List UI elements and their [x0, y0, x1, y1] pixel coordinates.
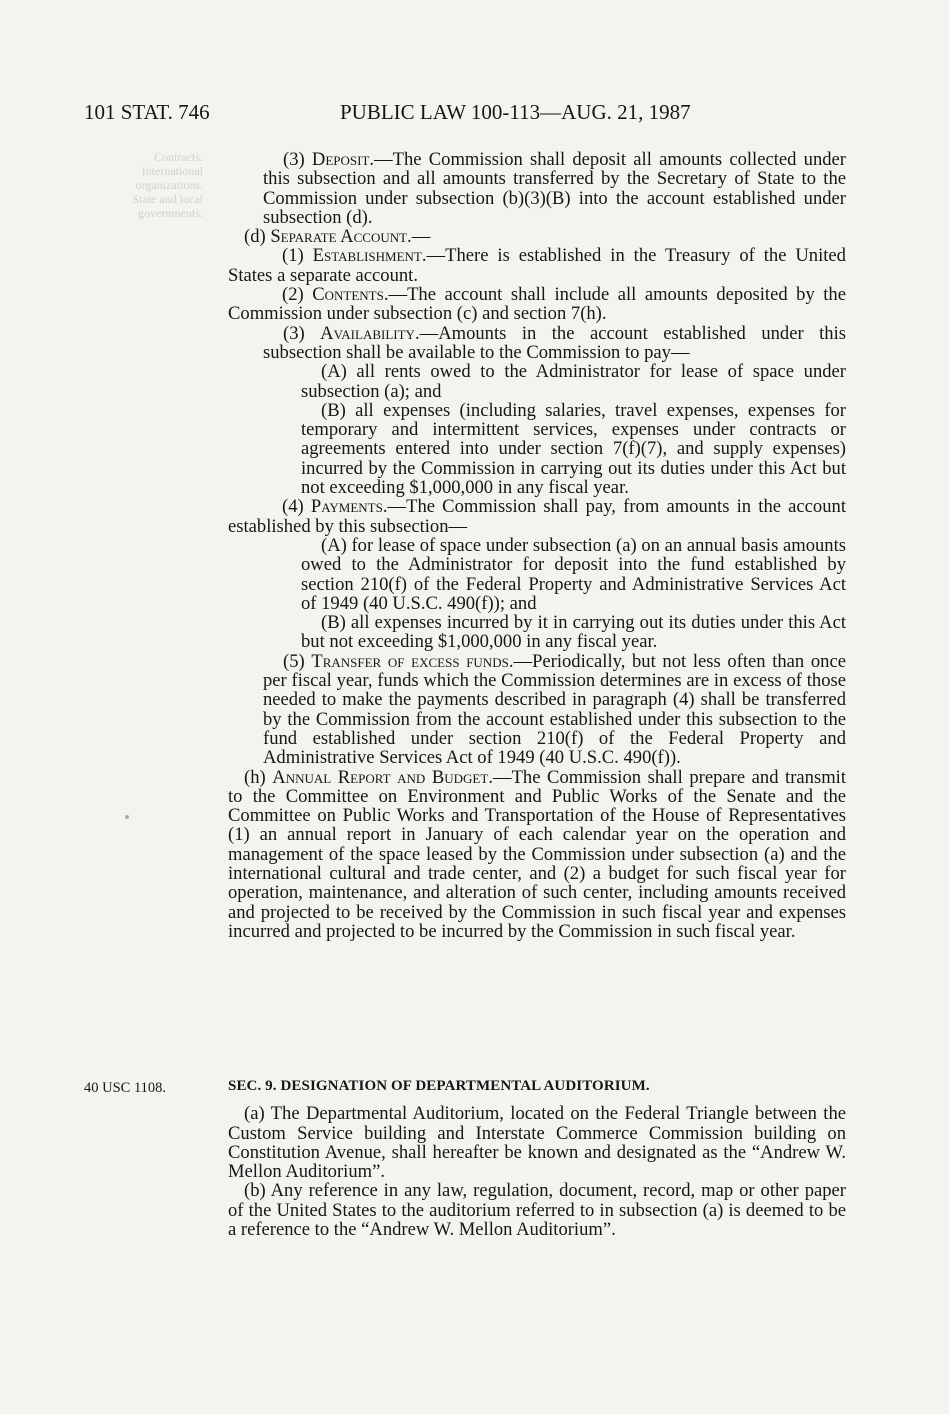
public-law-title: PUBLIC LAW 100-113—AUG. 21, 1987 [340, 100, 691, 124]
section-heading: SEC. 9. DESIGNATION OF DEPARTMENTAL AUDITORIUM. [228, 1078, 650, 1094]
subsection-annual-report: (h) Annual Report and Budget.—The Commission shall prepare and transmit to the Committee on Environment and Public Works of the Senate and the Committee on Public Works and Transportation of the House of Representatives (1) an annual report in January of each calendar year on the operation and management of the space leased by the Commission under subsection (a) and the international cultural and trade center, and (2) a budget for such fiscal year for operation, maintenance, and alteration of such center, including amounts received and projected to be received by the Commission in such fiscal year and expenses incurred and projected to be incurred by the Commission in such fiscal year. [228, 766, 846, 942]
statute-body-part1 [228, 150, 846, 941]
paragraph-heading: Contents. [312, 284, 389, 306]
subsection-heading: Separate Account. [270, 226, 412, 248]
subparagraph-rents: (A) all rents owed to the Administrator for lease of space under subsection (a); and [301, 361, 846, 402]
bleed-through-line: governments. [138, 206, 203, 220]
paragraph-transfer: (5) Transfer of excess funds.—Periodically, but not less often than once per fiscal year, funds which the Commission determines are in excess of those needed to make the payments described in paragraph (4) shall be transferred by the Commission from the account established under this subsection to the fund established under section 210(f) of the Federal Property and Administrative Services Act of 1949 (40 U.S.C. 490(f)). [263, 650, 846, 769]
paragraph-heading: Availability. [320, 322, 420, 344]
bleed-through-margin-notes [85, 150, 203, 220]
subparagraph-expenses: (B) all expenses (including salaries, travel expenses, expenses for temporary and intermittent services, expenses under contracts or agreements entered into under section 7(f)(7), and supply expenses) incurred by the Commission in carrying out its duties under this Act but not exceeding $1,000,000 in any fiscal year. [301, 399, 846, 499]
bleed-through-line: State and local [132, 192, 203, 206]
subparagraph-duties: (B) all expenses incurred by it in carrying out its duties under this Act but not exceeding $1,000,000 in any fiscal year. [301, 612, 846, 653]
paragraph-heading: Payments. [310, 496, 388, 518]
paragraph-establishment: (1) Establishment.—There is established in the Treasury of the United States a separate account. [228, 245, 846, 286]
bleed-through-line: International [141, 164, 203, 178]
scan-speck [125, 815, 129, 819]
paragraph-heading: Transfer of excess funds. [311, 650, 514, 672]
paragraph-availability: (3) Availability.—Amounts in the account established under this subsection shall be available to the Commission to pay— [263, 322, 846, 363]
margin-citation: 40 USC 1108. [84, 1080, 167, 1096]
paragraph-contents: (2) Contents.—The account shall include all amounts deposited by the Commission under subsection (c) and section 7(h). [228, 284, 846, 325]
subsection-separate-account: (d) Separate Account.— [244, 226, 431, 248]
subparagraph-lease: (A) for lease of space under subsection (a) on an annual basis amounts owed to the Administrator for deposit into the fund established by section 210(f) of the Federal Property and Administrative Services Act of 1949 (40 U.S.C. 490(f)); and [301, 534, 846, 614]
paragraph-heading: Establishment. [312, 245, 427, 267]
bleed-through-line: Contracts. [154, 150, 203, 164]
stat-reference: 101 STAT. 746 [84, 100, 210, 124]
subsection-heading: Annual Report and Budget. [272, 766, 493, 788]
section-9-subsection-b: (b) Any reference in any law, regulation, document, record, map or other paper of the United States to the auditorium referred to in subsection (a) is deemed to be a reference to the “Andrew W. Mellon Auditorium”. [228, 1180, 846, 1241]
section-9-subsection-a: (a) The Departmental Auditorium, located on the Federal Triangle between the Custom Service building and Interstate Commerce Commission building on Constitution Avenue, shall hereafter be known and designated as the “Andrew W. Mellon Auditorium”. [228, 1103, 846, 1183]
bleed-through-line: organizations. [135, 178, 203, 192]
paragraph-payments: (4) Payments.—The Commission shall pay, from amounts in the account established by this subsection— [228, 496, 846, 537]
page-header [84, 100, 864, 130]
paragraph-deposit: (3) Deposit.—The Commission shall deposit all amounts collected under this subsection and all amounts transferred by the Secretary of State to the Commission under subsection (b)(3)(B) into the account established under subsection (d). [263, 149, 846, 228]
paragraph-heading: Deposit. [311, 149, 375, 170]
statute-body-part2 [228, 1077, 846, 1239]
